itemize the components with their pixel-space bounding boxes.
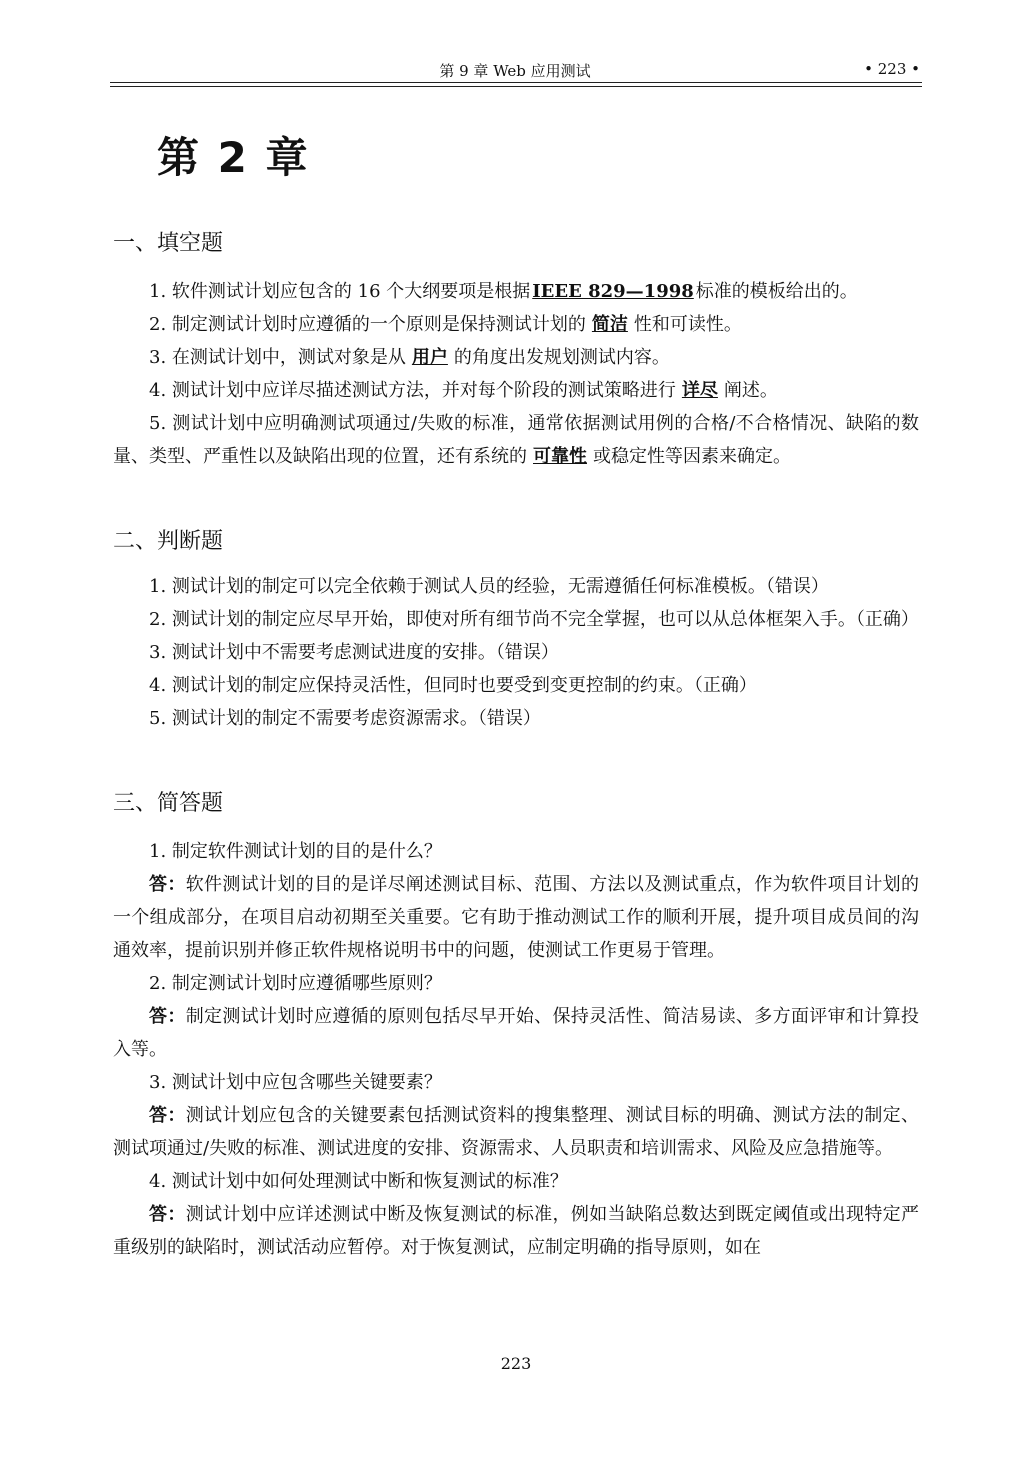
fill-question-3: 3. 在测试计划中，测试对象是从 用户 的角度出发规划测试内容。 [149, 347, 670, 368]
short-question: 4. 测试计划中如何处理测试中断和恢复测试的标准？ [149, 1171, 568, 1192]
header-rule-thin [110, 86, 922, 87]
fill-question-5: 5. 测试计划中应明确测试项通过/失败的标准，通常依据测试用例的合格/不合格情况、缺陷的数量、类型、严重性以及缺陷出现的位置，还有系统的 可靠性 或稳定性等因素来确定。 [113, 413, 919, 467]
short-question: 3. 测试计划中应包含哪些关键要素？ [149, 1072, 442, 1093]
running-header [110, 58, 920, 84]
page-number: 223 [500, 1354, 532, 1373]
fill-question-2: 2. 制定测试计划时应遵循的一个原则是保持测试计划的 简洁 性和可读性。 [149, 314, 742, 335]
section-heading-short: 三、简答题 [113, 791, 224, 816]
fill-question-4: 4. 测试计划中应详尽描述测试方法，并对每个阶段的测试策略进行 详尽 阐述。 [149, 380, 778, 401]
blank-answer: 可靠性 [533, 446, 587, 467]
answer-label: 答： [149, 1105, 186, 1126]
judge-questions [113, 570, 919, 735]
short-answers [113, 835, 919, 1264]
short-answer: 答：测试计划应包含的关键要素包括测试资料的搜集整理、测试目标的明确、测试方法的制定、测试项通过/失败的标准、测试进度的安排、资源需求、人员职责和培训需求、风险及应急措施等。 [113, 1105, 920, 1159]
judge-item: 3. 测试计划中不需要考虑测试进度的安排。（错误） [149, 642, 559, 663]
blank-answer: 用户 [411, 347, 448, 368]
short-answer: 答：软件测试计划的目的是详尽阐述测试目标、范围、方法以及测试重点，作为软件项目计划的一个组成部分，在项目启动初期至关重要。它有助于推动测试工作的顺利开展，提升项目成员间的沟通效率，提前识别并修正软件规格说明书中的问题，使测试工作更易于管理。 [113, 874, 920, 961]
header-title: 第 9 章 Web 应用测试 [439, 62, 591, 80]
section-heading-fill: 一、填空题 [113, 231, 224, 256]
fill-questions [113, 275, 919, 473]
answer-label: 答： [149, 1204, 186, 1225]
header-page-number: • 223 • [864, 60, 920, 78]
chapter-title: 第 2 章 [157, 133, 310, 182]
short-question: 2. 制定测试计划时应遵循哪些原则？ [149, 973, 442, 994]
blank-answer: 详尽 [681, 380, 718, 401]
short-answer: 答：制定测试计划时应遵循的原则包括尽早开始、保持灵活性、简洁易读、多方面评审和计算投入等。 [113, 1006, 920, 1060]
blank-answer: 简洁 [591, 314, 628, 335]
fill-question-1: 1. 软件测试计划应包含的 16 个大纲要项是根据 IEEE 829—1998 标准的模板给出的。 [149, 281, 858, 302]
judge-item: 1. 测试计划的制定可以完全依赖于测试人员的经验，无需遵循任何标准模板。（错误） [149, 576, 829, 597]
blank-answer: IEEE 829—1998 [532, 281, 694, 302]
answer-label: 答： [149, 1006, 186, 1027]
answer-label: 答： [149, 874, 186, 895]
section-heading-judge: 二、判断题 [113, 529, 224, 554]
judge-item: 2. 测试计划的制定应尽早开始，即使对所有细节尚不完全掌握，也可以从总体框架入手。（正确） [149, 609, 919, 630]
judge-item: 5. 测试计划的制定不需要考虑资源需求。（错误） [149, 708, 541, 729]
short-answer: 答：测试计划中应详述测试中断及恢复测试的标准，例如当缺陷总数达到既定阈值或出现特定严重级别的缺陷时，测试活动应暂停。对于恢复测试，应制定明确的指导原则，如在 [113, 1204, 920, 1258]
header-rule-thick [110, 82, 922, 83]
judge-item: 4. 测试计划的制定应保持灵活性，但同时也要受到变更控制的约束。（正确） [149, 675, 757, 696]
short-question: 1. 制定软件测试计划的目的是什么？ [149, 841, 442, 862]
